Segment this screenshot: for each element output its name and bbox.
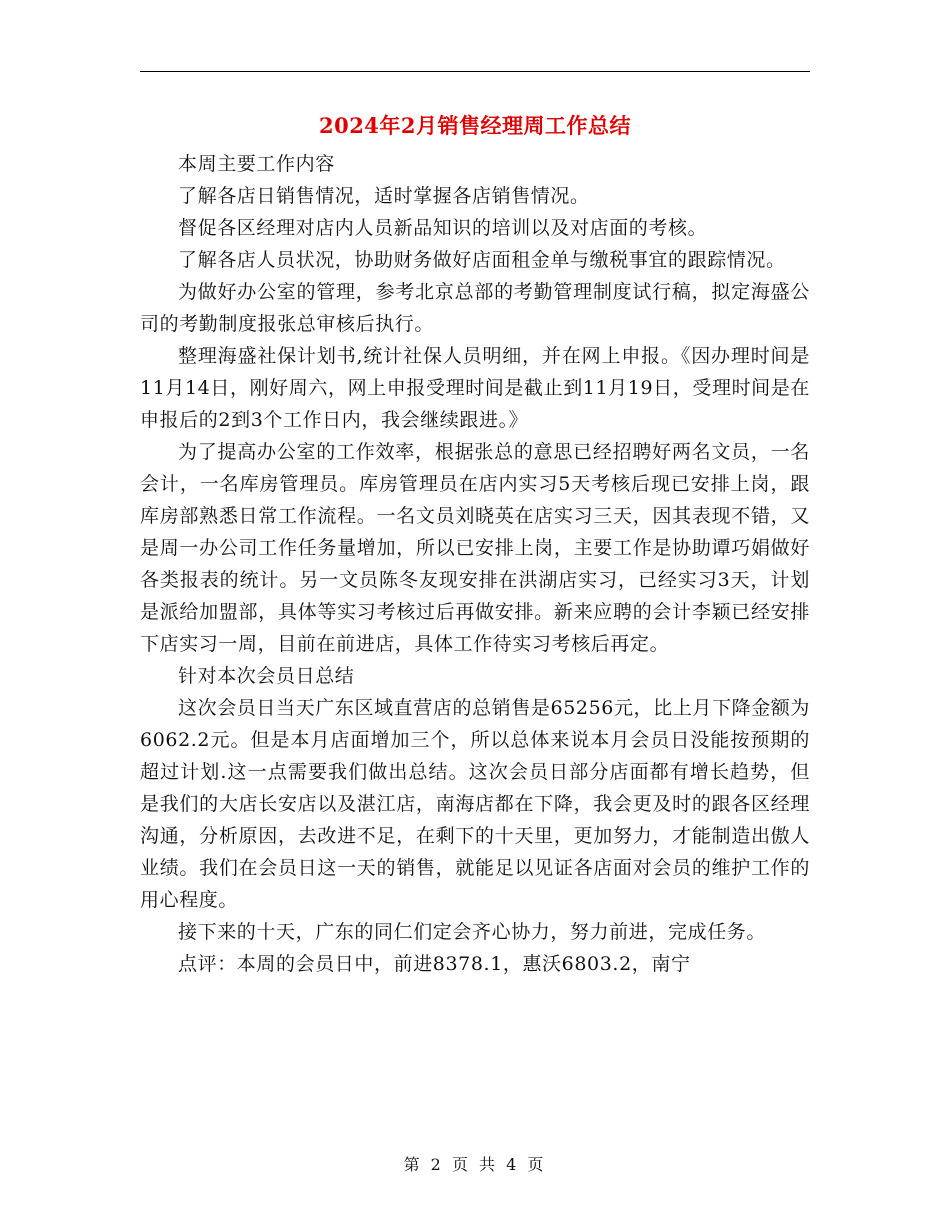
document-title: 2024年2月销售经理周工作总结 [318,113,632,138]
header-rule [140,71,810,72]
section-heading-member-day: 针对本次会员日总结 [178,665,355,687]
page-number: 第 2 页 共 4 页 [403,1155,547,1174]
section-heading-main-work: 本周主要工作内容 [178,153,335,175]
paragraph-review: 点评：本周的会员日中，前进8378.1，惠沃6803.2，南宁 [178,953,691,975]
paragraph: 了解各店日销售情况，适时掌握各店销售情况。 [178,185,590,207]
paragraph: 接下来的十天，广东的同仁们定会齐心协力，努力前进，完成任务。 [178,921,767,943]
paragraph: 督促各区经理对店内人员新品知识的培训以及对店面的考核。 [178,217,708,239]
paragraph: 整理海盛社保计划书,统计社保人员明细，并在网上申报。《因办理时间是11月14日，刚好周六，网上申报受理时间是截止到11月19日，受理时间是在申报后的2到3个工作日内，我会继续跟进。》 [140,345,810,431]
paragraph: 为了提高办公室的工作效率，根据张总的意思已经招聘好两名文员，一名会计，一名库房管理员。库房管理员在店内实习5天考核后现已安排上岗，跟库房部熟悉日常工作流程。一名文员刘晓英在店实习三天，因其表现不错，又是周一办公司工作任务量增加，所以已安排上岗，主要工作是协助谭巧娟做好各类报表的统计。另一文员陈冬友现安排在洪湖店实习，已经实习3天，计划是派给加盟部，具体等实习考核过后再做安排。新来应聘的会计李颖已经安排下店实习一周，目前在前进店，具体工作待实习考核后再定。 [140,441,810,655]
paragraph: 为做好办公室的管理，参考北京总部的考勤管理制度试行稿，拟定海盛公司的考勤制度报张总审核后执行。 [140,281,810,335]
document-body [140,148,810,980]
paragraph: 这次会员日当天广东区域直营店的总销售是65256元，比上月下降金额为6062.2元。但是本月店面增加三个，所以总体来说本月会员日没能按预期的超过计划.这一点需要我们做出总结。这次会员日部分店面都有增长趋势，但是我们的大店长安店以及湛江店，南海店都在下降，我会更及时的跟各区经理沟通，分析原因，去改进不足，在剩下的十天里，更加努力，才能制造出傲人业绩。我们在会员日这一天的销售，就能足以见证各店面对会员的维护工作的用心程度。 [140,697,810,911]
paragraph: 了解各店人员状况，协助财务做好店面租金单与缴税事宜的跟踪情况。 [178,249,786,271]
